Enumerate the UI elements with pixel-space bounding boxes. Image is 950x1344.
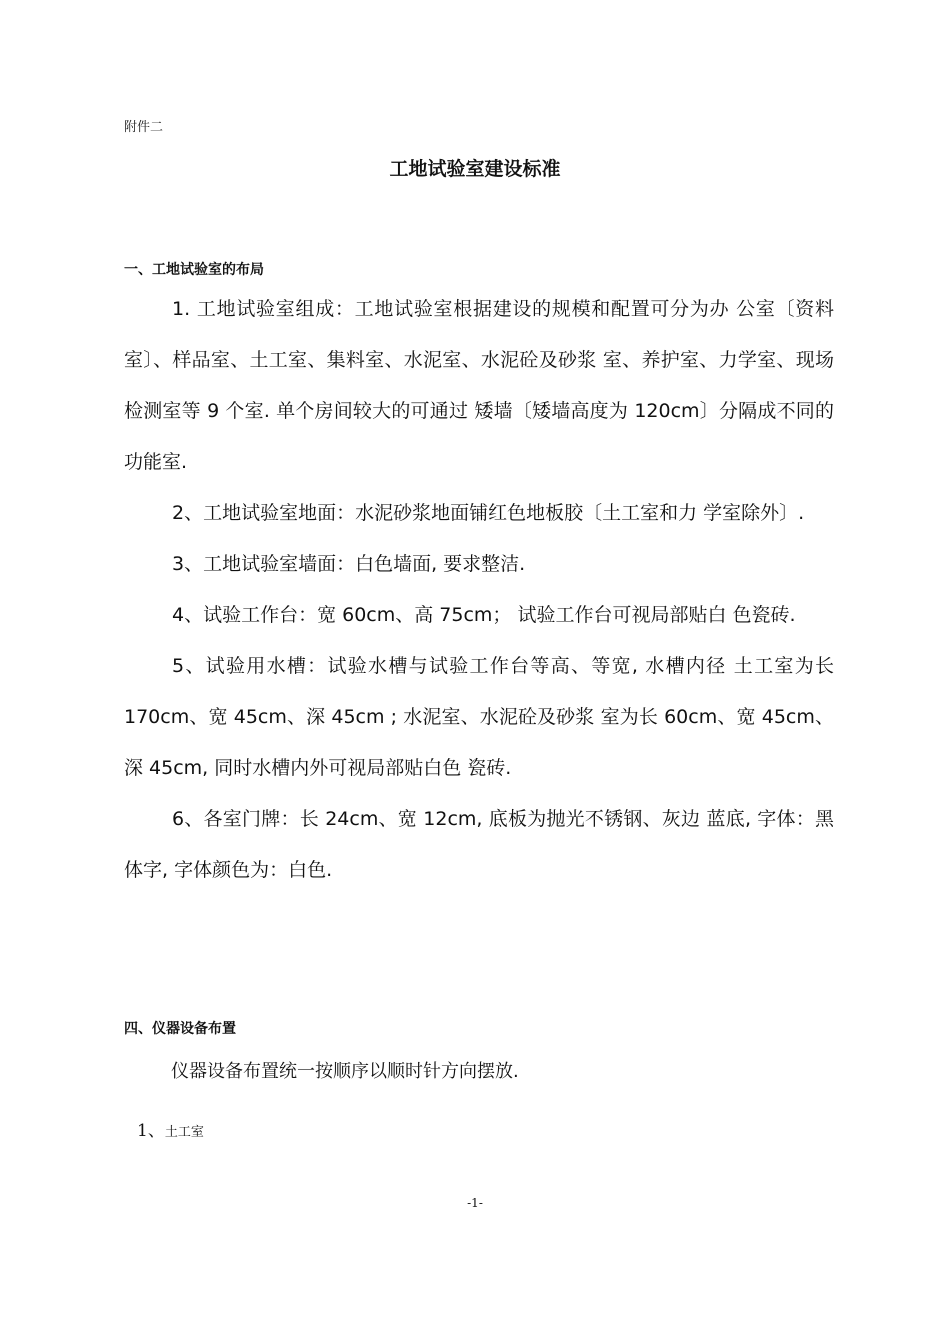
attachment-label: 附件二 xyxy=(124,120,164,135)
paragraph-workbench: 4、试验工作台：宽 60cm、高 75cm； 试验工作台可视局部贴白 色瓷砖. xyxy=(172,604,796,626)
subsection-label: 土工室 xyxy=(164,1125,204,1140)
subsection-number: 1、 xyxy=(137,1121,165,1141)
body-text xyxy=(124,284,834,896)
section-heading-equipment: 四、仪器设备布置 xyxy=(124,1021,236,1037)
paragraph-door-sign: 6、各室门牌：长 24cm、宽 12cm, 底板为抛光不锈钢、灰边 蓝底, 字体：黑体字, 字体颜色为：白色. xyxy=(124,808,834,881)
paragraph-wall: 3、工地试验室墙面：白色墙面, 要求整洁. xyxy=(172,553,526,575)
paragraph-floor: 2、工地试验室地面：水泥砂浆地面铺红色地板胶〔土工室和力 学室除外〕. xyxy=(172,502,805,524)
document-title: 工地试验室建设标准 xyxy=(389,158,561,180)
subsection-heading xyxy=(137,1116,204,1141)
paragraph-composition: 1. 工地试验室组成：工地试验室根据建设的规模和配置可分为办 公室〔资料室〕、样品室、土工室、集料室、水泥室、水泥砼及砂浆 室、养护室、力学室、现场检测室等 9 个室. 单个房间较大的可通过 矮墙〔矮墙高度为 120cm〕分隔成不同的功能室. xyxy=(124,298,834,473)
page-number: -1- xyxy=(467,1196,483,1210)
equipment-text: 仪器设备布置统一按顺序以顺时针方向摆放. xyxy=(171,1061,519,1082)
paragraph-sink: 5、试验用水槽：试验水槽与试验工作台等高、等宽, 水槽内径 土工室为长 170cm、宽 45cm、深 45cm ; 水泥室、水泥砼及砂浆 室为长 60cm、宽 45cm、深 45cm, 同时水槽内外可视局部贴白色 瓷砖. xyxy=(124,655,834,779)
section-heading-layout: 一、工地试验室的布局 xyxy=(124,262,264,278)
